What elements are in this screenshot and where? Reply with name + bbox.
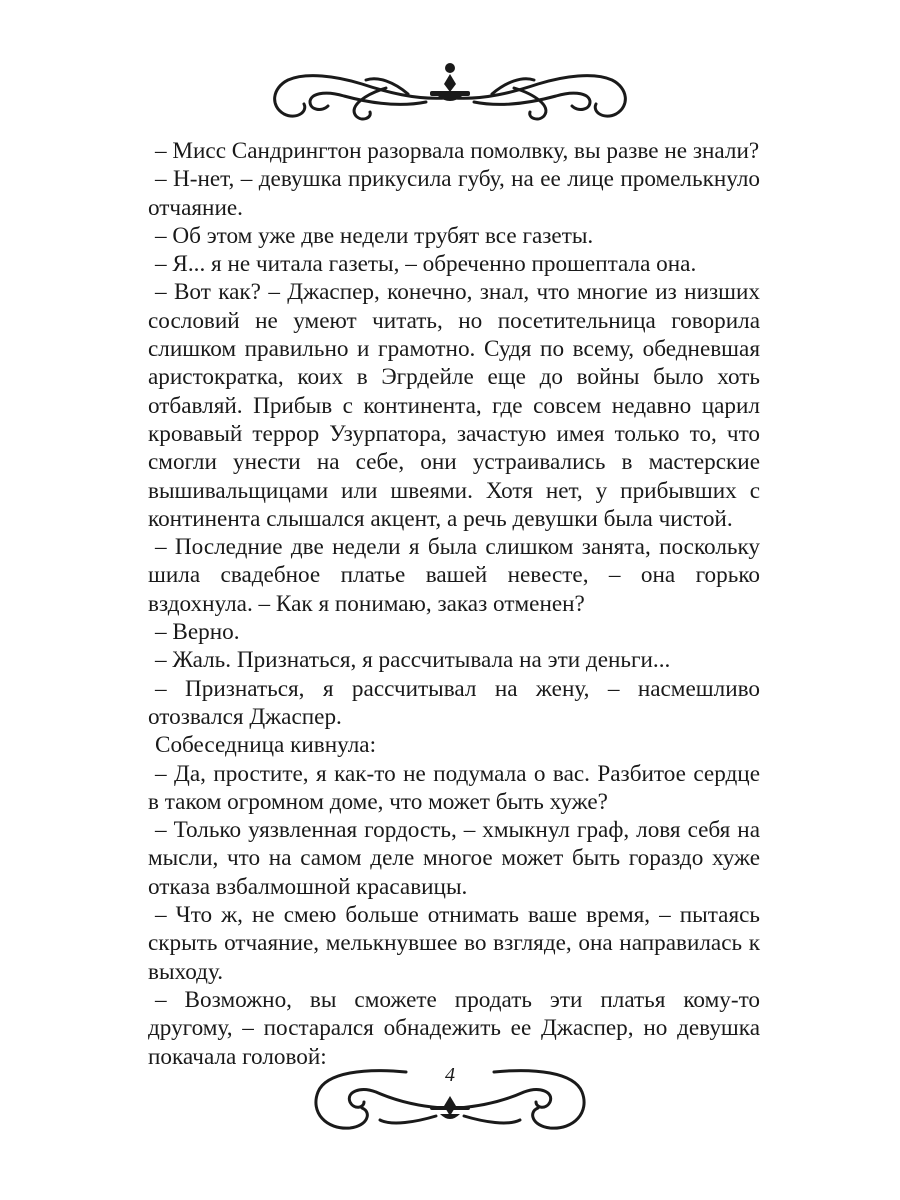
paragraph: – Только уязвленная гордость, – хмыкнул граф, ловя себя на мысли, что на самом деле многое может быть гораздо хуже отказа взбалмошной красавицы. <box>148 817 760 900</box>
paragraph: – Последние две недели я была слишком занята, поскольку шила свадебное платье вашей невесте, – она горько вздохнула. – Как я понимаю, заказ отменен? <box>148 534 760 617</box>
paragraph: – Н-нет, – девушка прикусила губу, на ее лице промелькнуло отчаяние. <box>148 166 760 221</box>
paragraph: – Признаться, я рассчитывал на жену, – насмешливо отозвался Джаспер. <box>148 675 760 730</box>
paragraph: – Возможно, вы сможете продать эти платья кому-то другому, – постарался обнадежить ее Джаспер, но девушка покачала головой: <box>148 986 760 1070</box>
paragraph: – Что ж, не смею больше отнимать ваше время, – пытаясь скрыть отчаяние, мелькнувшее во взгляде, она направилась к выходу. <box>148 902 760 985</box>
paragraph: – Жаль. Признаться, я рассчитывала на эти деньги... <box>155 647 671 674</box>
top-flourish-ornament <box>266 58 634 128</box>
page-number: 4 <box>445 1064 455 1086</box>
paragraph: – Мисс Сандрингтон разорвала помолвку, вы разве не знали? <box>155 138 760 164</box>
paragraph: – Вот как? – Джаспер, конечно, знал, что многие из низших сословий не умеют читать, но посетительница говорила слишком правильно и грамотно. Судя по всему, обедневшая аристократка, коих в Эгрдейле еще до войны было хоть отбавляй. Прибыв с континента, где совсем недавно царил кровавый террор Узурпатора, зачастую имея только то, что смогли унести на себе, они устраивались в мастерские вышивальщицами или швеями. Хотя нет, у прибывших с континента слышался акцент, а речь девушки была чистой. <box>148 279 760 532</box>
paragraph: – Верно. <box>155 619 240 646</box>
paragraph: – Об этом уже две недели трубят все газеты. <box>155 222 594 249</box>
paragraph: – Я... я не читала газеты, – обреченно прошептала она. <box>155 251 697 278</box>
page-text <box>148 137 760 1071</box>
paragraph: Собеседница кивнула: <box>155 732 377 759</box>
paragraph: – Да, простите, я как-то не подумала о вас. Разбитое сердце в таком огромном доме, что может быть хуже? <box>148 760 760 815</box>
